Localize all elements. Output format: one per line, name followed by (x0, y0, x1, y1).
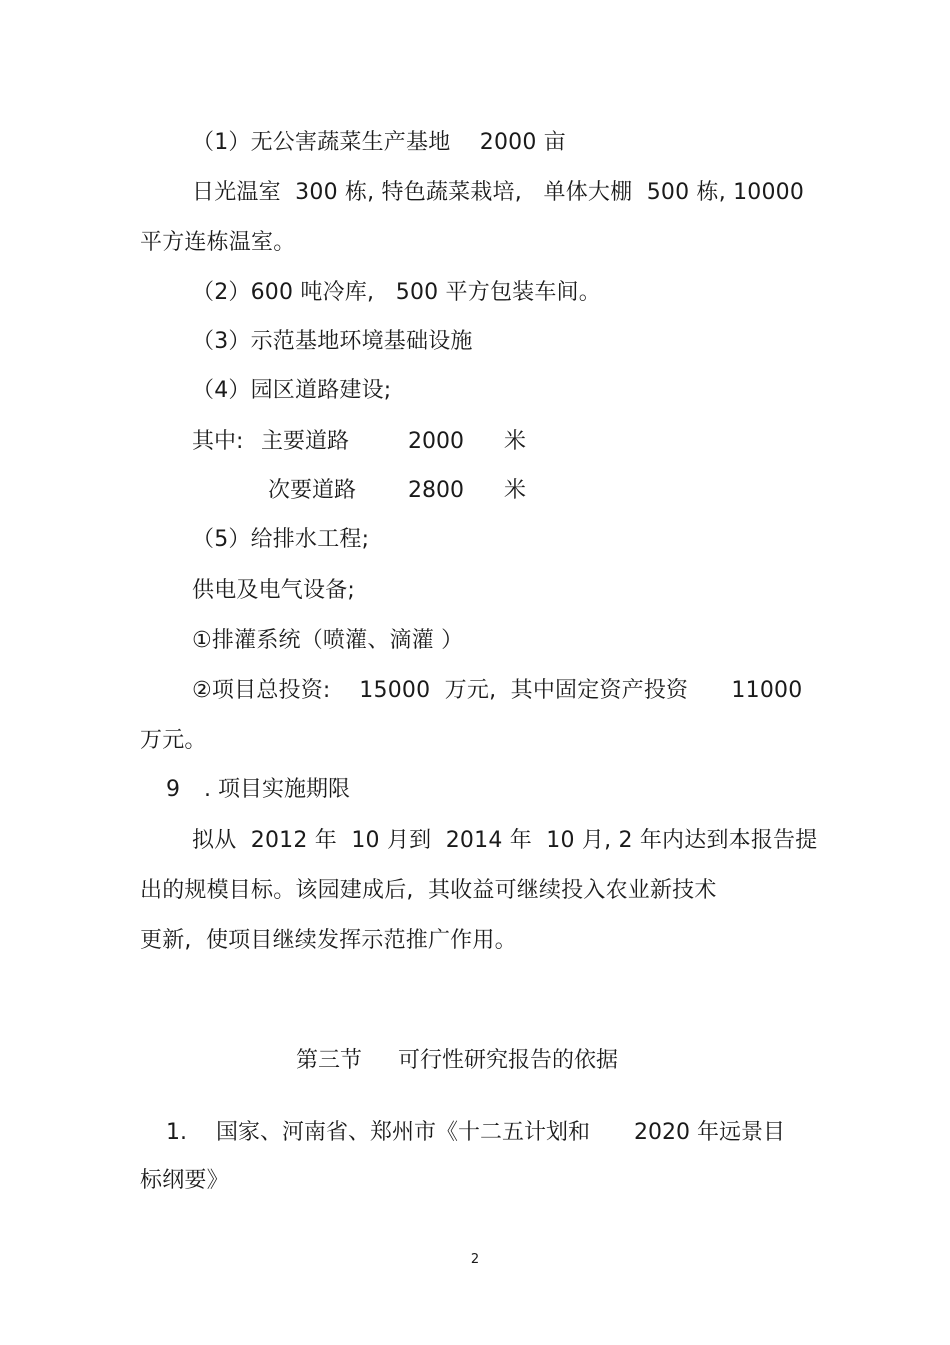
section-9-number: 9 (166, 777, 180, 802)
roads-prefix: 其中: (192, 429, 244, 454)
item-5-line: （5）给排水工程; (192, 527, 370, 552)
main-road-value: 2000 (408, 429, 464, 454)
item-2-line: （2）600 吨冷库, 500 平方包装车间。 (192, 280, 601, 305)
main-road-name: 主要道路 (261, 429, 350, 454)
secondary-road-name: 次要道路 (268, 478, 357, 503)
greenhouse-line: 日光温室 300 栋, 特色蔬菜栽培, 单体大棚 500 栋, 10000 (192, 180, 805, 205)
irrigation-line: ①排灌系统（喷灌、滴灌 ） (192, 628, 464, 653)
greenhouse-line-continued: 平方连栋温室。 (140, 230, 296, 255)
timeline-line-3: 更新, 使项目继续发挥示范推广作用。 (140, 928, 517, 953)
basis-1-number: 1. (166, 1120, 187, 1145)
main-road-unit: 米 (504, 429, 527, 454)
basis-1-text: 国家、河南省、郑州市《十二五计划和 2020 年远景目 (216, 1120, 785, 1145)
secondary-road-unit: 米 (504, 478, 527, 503)
basis-1-continued: 标纲要》 (140, 1168, 229, 1193)
item-4-line: （4）园区道路建设; (192, 378, 392, 403)
investment-line-continued: 万元。 (140, 728, 207, 753)
section-heading-label: 第三节 (296, 1048, 363, 1073)
timeline-line-1: 拟从 2012 年 10 月到 2014 年 10 月, 2 年内达到本报告提 (192, 828, 818, 853)
item-1-line: （1）无公害蔬菜生产基地 2000 亩 (192, 130, 566, 155)
section-9-title: . 项目实施期限 (204, 777, 350, 802)
power-line: 供电及电气设备; (192, 578, 356, 603)
timeline-line-2: 出的规模目标。该园建成后, 其收益可继续投入农业新技术 (140, 878, 717, 903)
section-heading-title: 可行性研究报告的依据 (398, 1048, 619, 1073)
investment-line: ②项目总投资: 15000 万元, 其中固定资产投资 11000 (192, 678, 803, 703)
item-3-line: （3）示范基地环境基础设施 (192, 329, 473, 354)
secondary-road-value: 2800 (408, 478, 464, 503)
page-number: 2 (470, 1252, 480, 1267)
